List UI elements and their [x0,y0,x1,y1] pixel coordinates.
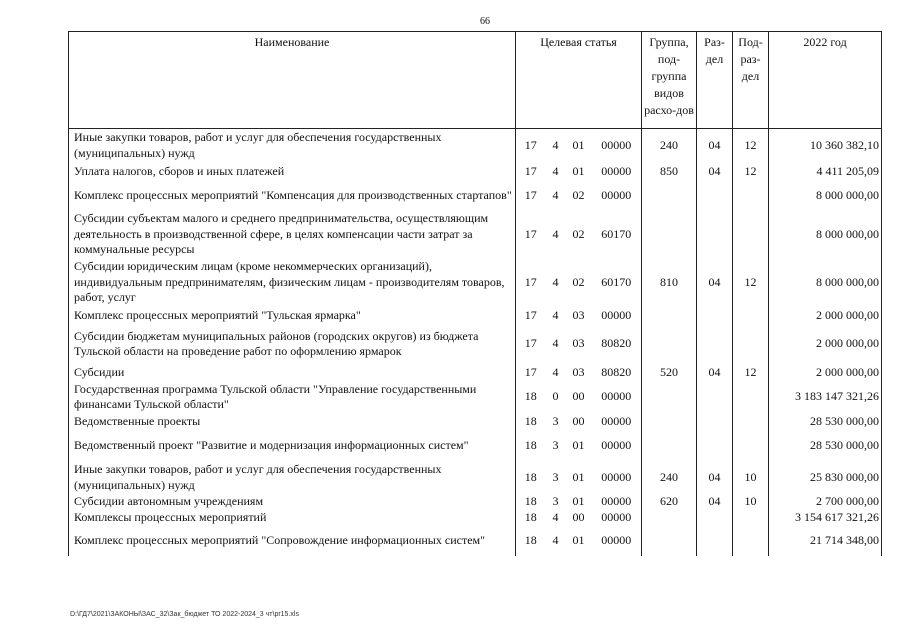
subsection [733,211,769,259]
subsection: 10 [733,462,769,494]
amount-2022: 8 000 000,00 [769,211,882,259]
expense-group: 240 [642,129,697,163]
section [697,431,733,462]
subprogram-code: 0 [552,389,559,404]
subsection [733,307,769,325]
table-row [69,307,882,325]
row-name: Субсидии бюджетам муниципальных районов (городских округов) из бюджета Тульской области на проведение работ по оформлению ярмарок [69,325,516,364]
table-row [69,526,882,556]
amount-2022: 28 530 000,00 [769,413,882,431]
subprogram-code: 4 [552,307,559,322]
table-row [69,129,882,163]
amount-2022: 10 360 382,10 [769,129,882,163]
section [697,526,733,556]
section: 04 [697,163,733,181]
row-name: Субсидии [69,364,516,382]
event-code: 01 [572,163,585,178]
table-row [69,325,882,364]
row-name: Субсидии юридическим лицам (кроме некоммерческих организаций), индивидуальным предпринимателям, физическим лицам - производителям товаров, работ, услуг [69,259,516,307]
table-row [69,211,882,259]
event-code: 00 [572,509,585,524]
subsection: 12 [733,259,769,307]
direction-code: 00000 [601,307,632,322]
header-subsection: Под-раз-дел [733,32,769,129]
event-code: 01 [572,532,585,547]
expense-group [642,307,697,325]
section [697,307,733,325]
program-code: 17 [524,226,537,241]
table-row [69,163,882,181]
amount-2022: 2 000 000,00 [769,325,882,364]
amount-2022: 2 000 000,00 [769,364,882,382]
event-code: 01 [572,493,585,508]
row-name: Комплекс процессных мероприятий "Компенсация для производственных стартапов" [69,181,516,211]
amount-2022: 8 000 000,00 [769,181,882,211]
amount-2022: 8 000 000,00 [769,259,882,307]
expense-group [642,510,697,526]
table-row [69,462,882,494]
section [697,211,733,259]
expense-group: 240 [642,462,697,494]
program-code: 18 [524,532,537,547]
program-code: 18 [524,509,537,524]
section: 04 [697,494,733,510]
amount-2022: 3 154 617 321,26 [769,510,882,526]
row-name: Комплекс процессных мероприятий "Сопровождение информационных систем" [69,526,516,556]
row-name: Иные закупки товаров, работ и услуг для обеспечения государственных (муниципальных) нужд [69,462,516,494]
expense-group: 620 [642,494,697,510]
program-code: 17 [524,138,537,152]
row-name: Субсидии субъектам малого и среднего предпринимательства, осуществляющим деятельность в производственной сфере, в целях компенсации части затрат за коммунальные ресурсы [69,211,516,259]
row-name: Иные закупки товаров, работ и услуг для обеспечения государственных (муниципальных) нужд [69,129,516,163]
subprogram-code: 4 [552,138,559,152]
expense-group: 850 [642,163,697,181]
amount-2022: 21 714 348,00 [769,526,882,556]
section [697,510,733,526]
amount-2022: 2 000 000,00 [769,307,882,325]
section [697,325,733,364]
event-code: 02 [572,274,585,289]
row-name: Комплекс процессных мероприятий "Тульская ярмарка" [69,307,516,325]
event-code: 01 [572,438,585,453]
amount-2022: 2 700 000,00 [769,494,882,510]
subsection [733,382,769,413]
section [697,413,733,431]
table-row [69,494,882,510]
subsection: 12 [733,364,769,382]
amount-2022: 28 530 000,00 [769,431,882,462]
expense-group: 520 [642,364,697,382]
row-name: Ведомственные проекты [69,413,516,431]
subsection [733,510,769,526]
event-code: 03 [572,336,585,351]
program-code: 17 [524,336,537,351]
subsection: 10 [733,494,769,510]
budget-table [68,31,882,556]
row-name: Уплата налогов, сборов и иных платежей [69,163,516,181]
event-code: 01 [572,138,585,152]
program-code: 17 [524,187,537,202]
subprogram-code: 4 [552,509,559,524]
event-code: 03 [572,364,585,379]
page-number: 66 [480,16,490,27]
subprogram-code: 3 [552,469,559,484]
program-code: 18 [524,389,537,404]
subprogram-code: 4 [552,226,559,241]
section [697,181,733,211]
event-code: 01 [572,469,585,484]
program-code: 17 [524,163,537,178]
subprogram-code: 4 [552,364,559,379]
subprogram-code: 4 [552,336,559,351]
event-code: 02 [572,187,585,202]
table-row [69,510,882,526]
program-code: 18 [524,438,537,453]
row-name: Комплексы процессных мероприятий [69,510,516,526]
program-code: 18 [524,469,537,484]
direction-code: 60170 [601,274,632,289]
program-code: 17 [524,274,537,289]
program-code: 17 [524,307,537,322]
subsection: 12 [733,129,769,163]
direction-code: 00000 [601,469,632,484]
direction-code: 60170 [601,226,632,241]
section: 04 [697,364,733,382]
header-section: Раз-дел [697,32,733,129]
table-row [69,431,882,462]
subprogram-code: 4 [552,187,559,202]
subprogram-code: 3 [552,493,559,508]
table-body [69,129,882,556]
section [697,382,733,413]
amount-2022: 4 411 205,09 [769,163,882,181]
header-target: Целевая статья [516,32,642,129]
direction-code: 00000 [601,138,632,152]
expense-group: 810 [642,259,697,307]
direction-code: 00000 [601,389,632,404]
row-name: Ведомственный проект "Развитие и модернизация информационных систем" [69,431,516,462]
subprogram-code: 3 [552,413,559,428]
direction-code: 80820 [601,336,632,351]
expense-group [642,325,697,364]
header-name: Наименование [69,32,516,129]
subsection [733,431,769,462]
subsection [733,413,769,431]
table-row [69,181,882,211]
expense-group [642,431,697,462]
amount-2022: 3 183 147 321,26 [769,382,882,413]
direction-code: 00000 [601,187,632,202]
section: 04 [697,129,733,163]
subprogram-code: 4 [552,532,559,547]
direction-code: 00000 [601,509,632,524]
expense-group [642,211,697,259]
program-code: 18 [524,493,537,508]
table-row [69,364,882,382]
expense-group [642,181,697,211]
expense-group [642,413,697,431]
header-row [69,32,882,129]
subsection [733,325,769,364]
event-code: 00 [572,413,585,428]
event-code: 02 [572,226,585,241]
table-row [69,259,882,307]
subsection: 12 [733,163,769,181]
direction-code: 00000 [601,493,632,508]
direction-code: 80820 [601,364,632,379]
event-code: 03 [572,307,585,322]
table-row [69,382,882,413]
program-code: 17 [524,364,537,379]
header-year: 2022 год [769,32,882,129]
expense-group [642,526,697,556]
direction-code: 00000 [601,532,632,547]
row-name: Государственная программа Тульской области "Управление государственными финансами Тульской области" [69,382,516,413]
section: 04 [697,259,733,307]
direction-code: 00000 [601,438,632,453]
subprogram-code: 4 [552,163,559,178]
table-row [69,413,882,431]
subsection [733,526,769,556]
direction-code: 00000 [601,163,632,178]
amount-2022: 25 830 000,00 [769,462,882,494]
header-group: Группа, под-группа видов расхо-дов [642,32,697,129]
subprogram-code: 4 [552,274,559,289]
subsection [733,181,769,211]
subprogram-code: 3 [552,438,559,453]
file-path-footer: D:\ГД7\2021\ЗАКОНЫ\ЗАС_32\Зак_бюджет ТО 2022-2024_3 чт\pr15.xls [70,611,299,618]
row-name: Субсидии автономным учреждениям [69,494,516,510]
expense-group [642,382,697,413]
direction-code: 00000 [601,413,632,428]
event-code: 00 [572,389,585,404]
program-code: 18 [524,413,537,428]
section: 04 [697,462,733,494]
